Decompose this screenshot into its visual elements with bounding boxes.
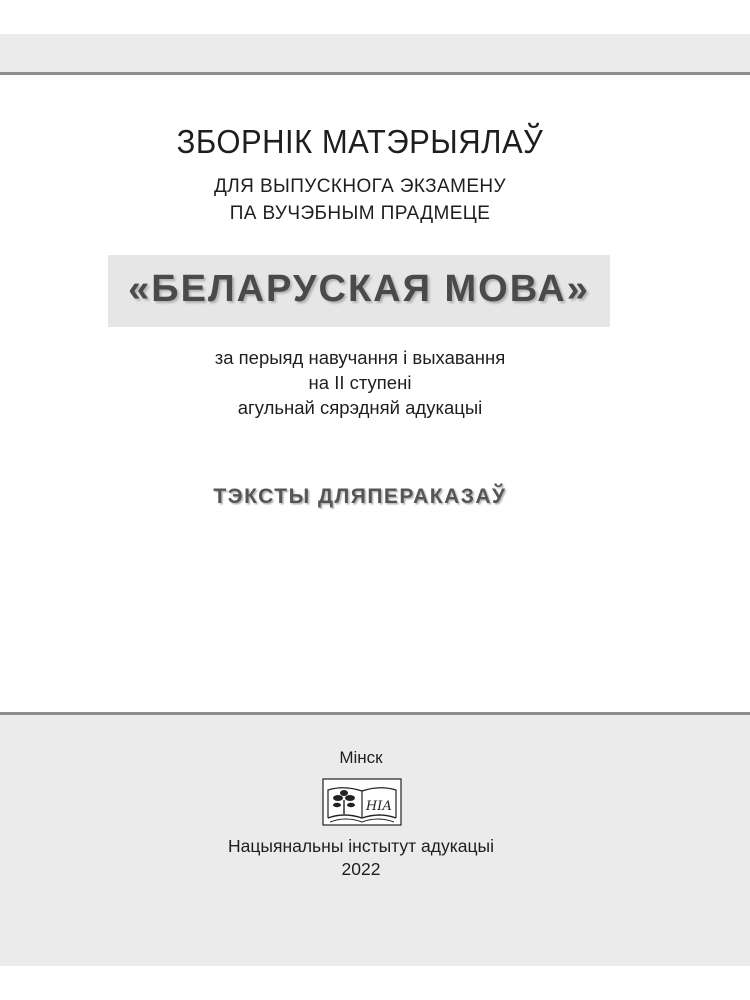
logo-letters: НІА [365, 799, 393, 814]
subtitle-line-1: ДЛЯ ВЫПУСКНОГА ЭКЗАМЕНУ [214, 176, 506, 197]
subtitle-line-2: ПА ВУЧЭБНЫМ ПРАДМЕЦЕ [229, 203, 491, 224]
description-line-3: агульнай сярэдняй адукацыі [237, 397, 483, 418]
open-book-tree-logo-icon [322, 778, 402, 828]
description-line-2: на II ступені [308, 372, 412, 393]
publisher-name: Нацыянальны інстытут адукацыі [228, 836, 494, 856]
section-heading: ТЭКСТЫ ДЛЯПЕРАКАЗАЎ [213, 485, 507, 508]
top-divider [0, 72, 750, 75]
top-band [0, 0, 750, 72]
imprint-city: Мінск [339, 748, 383, 767]
description-line-1: за перыяд навучання і выхавання [214, 347, 506, 368]
subject-name: «БЕЛАРУСКАЯ МОВА» [128, 268, 590, 310]
publication-year: 2022 [341, 859, 381, 879]
book-title: ЗБОРНІК МАТЭРЫЯЛАЎ [176, 122, 544, 161]
